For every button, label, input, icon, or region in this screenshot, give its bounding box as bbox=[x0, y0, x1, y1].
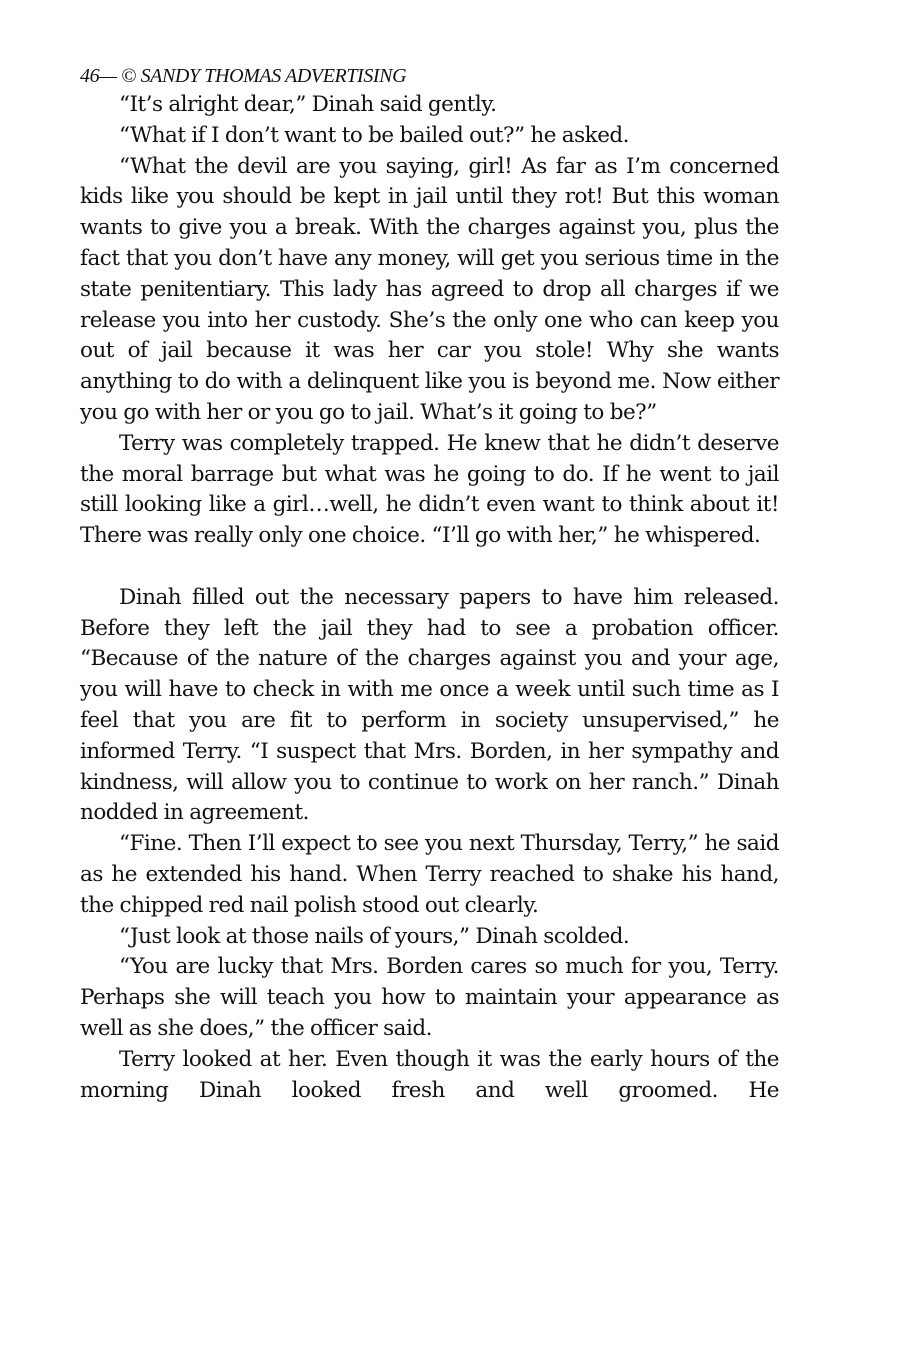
book-page bbox=[80, 62, 779, 1106]
paragraph-2: “What if I don’t want to be bailed out?” he asked. bbox=[119, 122, 630, 148]
paragraph-1: “It’s alright dear,” Dinah said gently. bbox=[119, 92, 497, 117]
running-head: 46— © SANDY THOMAS ADVERTISING bbox=[80, 65, 407, 87]
paragraph-6: “Fine. Then I’ll expect to see you next Thursday, Terry,” he said as he extended his hand. When Terry reached to shake his hand, the chipped red nail polish stood out clearly. bbox=[80, 831, 779, 918]
section-break bbox=[80, 552, 779, 583]
paragraph-9-continued: Terry looked at her. Even though it was the early hours of the morning Dinah looked fresh and well groomed. He bbox=[80, 1046, 779, 1103]
paragraph-5: Dinah filled out the necessary papers to have him released. Before they left the jail they had to see a probation officer. “Because of the nature of the charges against you and your age, you will have to check in with me once a week until such time as I feel that you are fit to perform in society unsupervised,” he informed Terry. “I suspect that Mrs. Borden, in her sympathy and kindness, will allow you to continue to work on her ranch.” Dinah nodded in agreement. bbox=[80, 584, 779, 826]
paragraph-4: Terry was completely trapped. He knew that he didn’t deserve the moral barrage but what was he going to do. If he went to jail still looking like a girl…well, he didn’t even want to think about it! There was really only one choice. “I’ll go with her,” he whispered. bbox=[80, 430, 779, 549]
paragraph-8: “You are lucky that Mrs. Borden cares so much for you, Terry. Perhaps she will teach you how to maintain your appearance as well as she does,” the officer said. bbox=[80, 954, 779, 1041]
paragraph-3: “What the devil are you saying, girl! As far as I’m concerned kids like you should be kept in jail until they rot! But this woman wants to give you a break. With the charges against you, plus the fact that you don’t have any money, will get you serious time in the state penitentiary. This lady has agreed to drop all charges if we release you into her custody. She’s the only one who can keep you out of jail because it was her car you stole! Why she wants anything to do with a delinquent like you is beyond me. Now either you go with her or you go to jail. What’s it going to be?” bbox=[80, 153, 779, 425]
paragraph-7: “Just look at those nails of yours,” Dinah scolded. bbox=[119, 923, 630, 949]
